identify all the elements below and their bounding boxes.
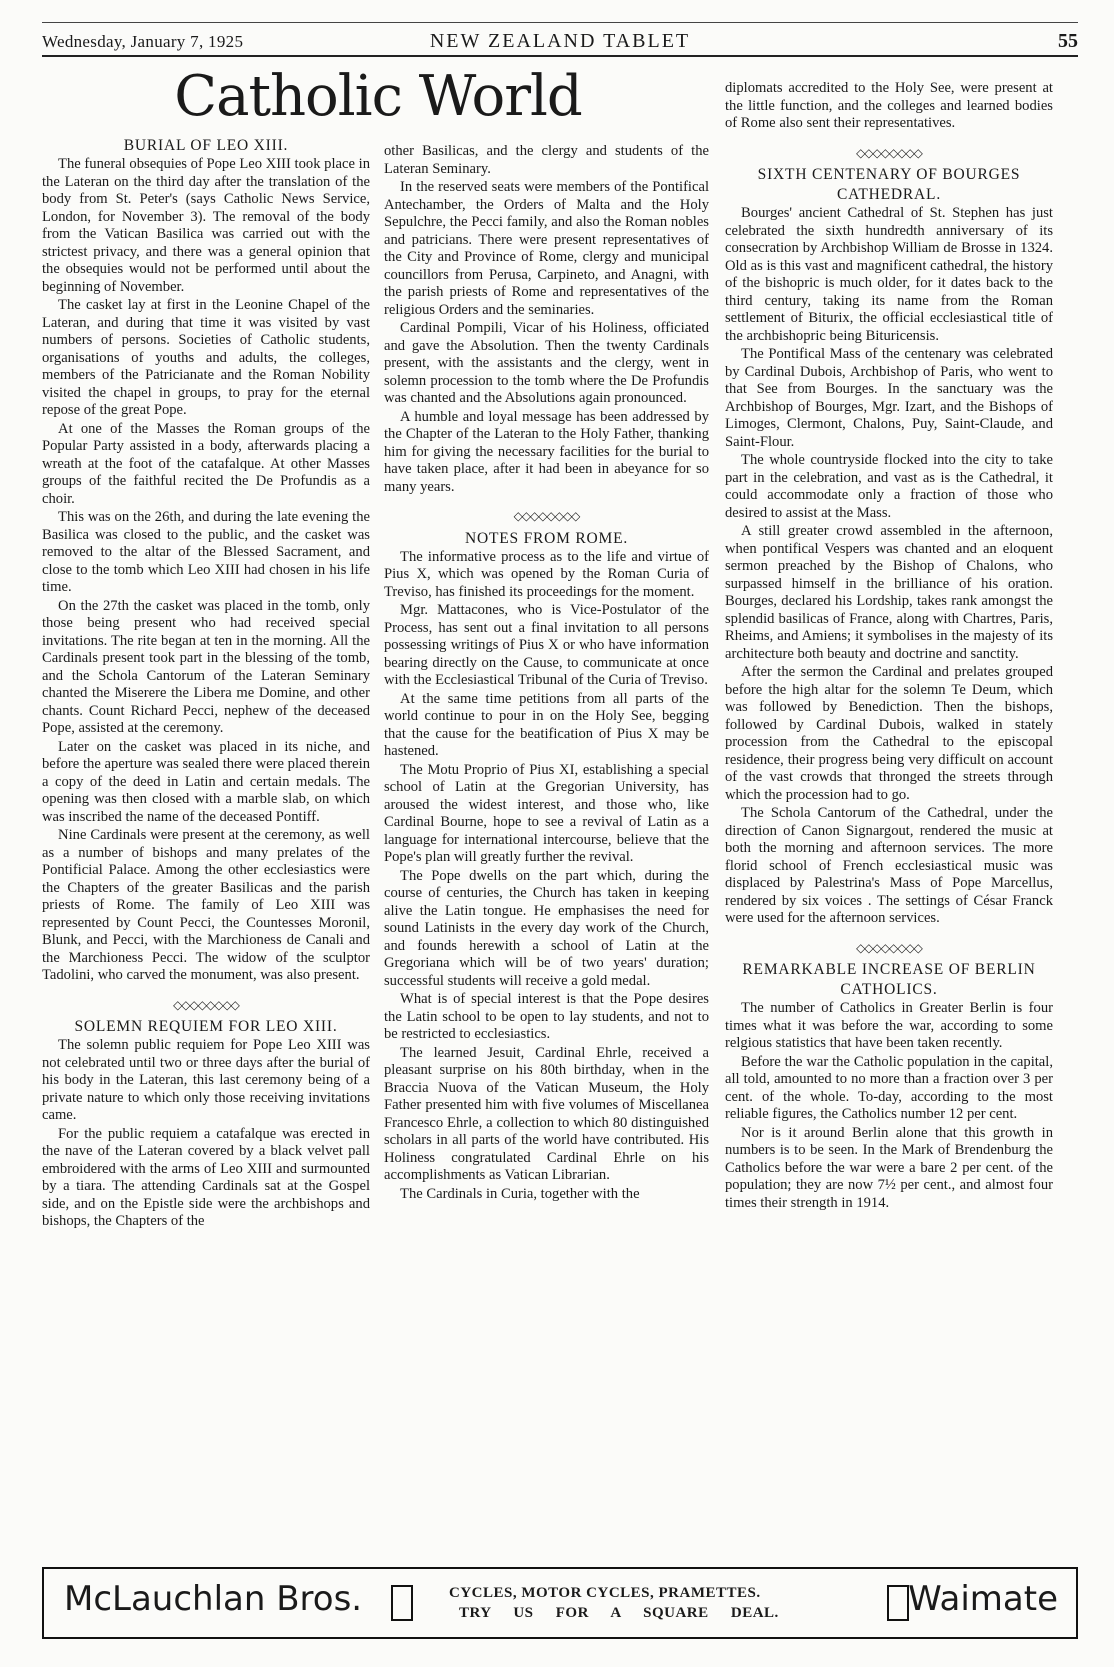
advertisement-box: [42, 1567, 1078, 1639]
paragraph: Before the war the Catholic population in the capital, all told, amounted to no more than a fraction over 3 per cent. of the whole. To-day, according to the most reliable figures, the Catholics number 12 per cent.: [725, 1053, 1053, 1122]
paragraph: The funeral obsequies of Pope Leo XIII took place in the Lateran on the third day after the translation of the body from St. Peter's (says Catholic News Service, London, for November 3). The removal of the body from the Vatican Basilica was carried out with the strictest privacy, and there was a general opinion that the obsequies would not be performed until about the beginning of November.: [42, 156, 370, 295]
paragraph: Nine Cardinals were present at the ceremony, as well as a number of bishops and many prelates of the Pontificial Palace. Among the other ecclesiastics were the Chapters of the greater Basilicas and the parish priests of Rome. The family of Leo XIII was represented by Count Pecci, the Countesses Moronil, Blunk, and Pecci, with the Marchioness de Canali and the Marchioness Pecci. The widow of the sculptor Tadolini, who carved the monument, was also present.: [42, 827, 370, 983]
header-date: Wednesday, January 7, 1925: [42, 32, 244, 51]
paragraph: The learned Jesuit, Cardinal Ehrle, received a pleasant surprise on his 80th birthday, when in the Braccia Nuova of the Vatican Museum, the Holy Father presented him with five volumes of Miscellanea Francesco Ehrle, a collection to which 80 distinguished scholars in all parts of the world have contributed. His Holiness congratulated Cardinal Ehrle on his accomplishments as Vatican Librarian.: [384, 1044, 709, 1183]
square-icon: [887, 1585, 909, 1621]
page-number: 55: [1058, 30, 1078, 52]
paragraph: A humble and loyal message has been addressed by the Chapter of the Lateran to the Holy Father, thanking him for giving the necessary facilities for the burial to have taken place, after it had been in abeyance for so many years.: [384, 408, 709, 495]
paragraph: The Cardinals in Curia, together with the: [400, 1185, 640, 1202]
paragraph: other Basilicas, and the clergy and students of the Lateran Seminary.: [384, 143, 709, 177]
paragraph: A still greater crowd assembled in the afternoon, when pontifical Vespers was chanted and an eloquent sermon preached by the Bishop of Chalons, who surpassed himself in the brilliance of his oration. Bourges, declared his Lordship, takes rank amongst the splendid basilicas of France, along with Chartres, Paris, Rheims, and Amiens; it symbolises in the majesty of its architecture both beauty and doctrine and sanctity.: [725, 523, 1053, 662]
page-header: [42, 30, 1078, 56]
paragraph: The whole countryside flocked into the city to take part in the celebration, and vast as is the Cathedral, it could accommodate only a fraction of those who desired to assist at the Mass.: [725, 452, 1053, 521]
paragraph: Nor is it around Berlin alone that this growth in numbers is to be seen. In the Mark of Brendenburg the Catholics before the war were a bare 2 per cent. of the population; they are now 7½ per cent., and almost four times their strength in 1914.: [725, 1124, 1053, 1211]
paragraph: The Pope dwells on the part which, during the course of centuries, the Church has taken in keeping alive the Latin tongue. He emphasises the need for sound Latinists in the every day work of the Church, and founds herewith a school of Latin at the Gregoriana which will be of two years' duration; successful students will receive a gold medal.: [384, 867, 709, 989]
advertiser-name: McLauchlan Bros.: [64, 1579, 363, 1619]
paragraph: The number of Catholics in Greater Berlin is four times what it was before the war, according to some relgious statistics that have been taken recently.: [725, 1000, 1053, 1051]
header-rule: [42, 55, 1078, 57]
paragraph: At one of the Masses the Roman groups of the Popular Party assisted in a body, afterwards placing a wreath at the foot of the catafalque. At other Masses groups of the faithful recited the De Profundis as a choir.: [42, 420, 370, 507]
column-1: [42, 135, 370, 1232]
paragraph: This was on the 26th, and during the late evening the Basilica was closed to the public, and the casket was removed to the altar of the Blessed Sacrament, and close to the tomb which Leo XIII had chosen in his life time.: [42, 509, 370, 595]
paragraph: The solemn public requiem for Pope Leo XIII was not celebrated until two or three days after the burial of his body in the Lateran, this last ceremony being of a private nature to which only those receiving invitations came.: [42, 1037, 370, 1123]
ornament-divider: ◇◇◇◇◇◇◇◇: [173, 997, 239, 1012]
paragraph: The Schola Cantorum of the Cathedral, under the direction of Canon Signargout, rendered the music at both the morning and afternoon services. The more florid school of French ecclesiastical music was displaced by Palestrina's Mass of Pope Marcellus, rendered by six voices . The settings of César Franck were used for the afternoon services.: [725, 805, 1053, 926]
headline-berlin-line-2: CATHOLICS.: [840, 981, 938, 998]
ornament-divider: ◇◇◇◇◇◇◇◇: [856, 145, 922, 160]
column-3: [725, 80, 1053, 1213]
advertisement-line-1: CYCLES, MOTOR CYCLES, PRAMETTES.: [449, 1585, 761, 1601]
paragraph: After the sermon the Cardinal and prelates grouped before the high altar for the solemn Te Deum, which was followed by Benediction. Then the bishops, followed by Cardinal Dubois, walked in stately procession from the Cathedral to the episcopal residence, their progress being very difficult on account of the vast crowds that thronged the streets through which the procession had to go.: [725, 664, 1053, 803]
advertiser-location: Waimate: [908, 1579, 1058, 1619]
paragraph: Bourges' ancient Cathedral of St. Stephen has just celebrated the sixth hundredth anniversary of its consecration by Archbishop William de Brosse in 1324. Old as is this vast and magnificent cathedral, the history of the bishopric is much older, for it dates back to the third century, taking its name from the Roman settlement of Biturix, the official ecclesiastical title of the archbishopric being Bituricensis.: [725, 205, 1053, 344]
advertisement-copy: [449, 1583, 819, 1623]
paragraph: On the 27th the casket was placed in the tomb, only those being present who had received special invitations. The rite began at ten in the morning. All the Cardinals present took part in the blessing of the tomb, and the Schola Cantorum of the Lateran Seminary chanted the Miserere the Libera me Domine, and other chants. Count Richard Pecci, nephew of the deceased Pope, assisted at the ceremony.: [42, 597, 370, 736]
square-icon: [391, 1585, 413, 1621]
paragraph: The informative process as to the life and virtue of Pius X, which was opened by the Roman Curia of Treviso, has finished its proceedings for the moment.: [384, 548, 709, 600]
headline-bourges-line-1: SIXTH CENTENARY OF BOURGES: [757, 166, 1021, 183]
header-publication: NEW ZEALAND TABLET: [429, 30, 691, 52]
headline-notes-from-rome: NOTES FROM ROME.: [464, 529, 629, 547]
headline-burial-leo: BURIAL OF LEO XIII.: [123, 137, 289, 154]
paragraph: Cardinal Pompili, Vicar of his Holiness, officiated and gave the Absolution. Then the twenty Cardinals present, with the assistants and the clergy, went in solemn procession to the tomb where the De Profundis was chanted and the Absolutions again pronounced.: [384, 320, 709, 406]
paragraph: In the reserved seats were members of the Pontifical Antechamber, the Orders of Malta and the Holy Sepulchre, the Pecci family, and also the Roman nobles and patricians. There were present representatives of the City and Province of Rome, clergy and municipal councillors from Perusa, Carpineto, and Anagni, with the parish priests of Rome and representatives of the religious Orders and the seminaries.: [384, 179, 709, 318]
paragraph: At the same time petitions from all parts of the world continue to pour in on the Holy See, begging that the cause for the beatification of Pius X may be hastened.: [384, 690, 709, 759]
headline-solemn-requiem: SOLEMN REQUIEM FOR LEO XIII.: [74, 1018, 338, 1035]
paragraph: The Motu Proprio of Pius XI, establishing a special school of Latin at the Gregorian University, has aroused the widest interest, and those who, like Cardinal Bourne, hope to see a revival of Latin as a language for international intercourse, believe that the Pope's plan will greatly further the revival.: [384, 761, 709, 865]
top-rule: [42, 22, 1078, 23]
section-masthead: Catholic World: [174, 64, 582, 129]
paragraph: What is of special interest is that the Pope desires the Latin school to be open to lay students, and not to be restricted to ecclesiastics.: [384, 991, 709, 1042]
paragraph: The casket lay at first in the Leonine Chapel of the Lateran, and during that time it was visited by vast numbers of persons. Societies of Catholic students, organisations of youths and adults, the colleges, members of the Patricianate and the Roman Nobility visited the chapel in groups, to pray for the eternal repose of the great Pope.: [42, 297, 370, 418]
paragraph: For the public requiem a catafalque was erected in the nave of the Lateran covered by a black velvet pall embroidered with the arms of Leo XIII and surmounted by a tiara. The attending Cardinals sat at the Gospel side, and on the Epistle side were the archbishops and bishops, the Chapters of the: [42, 1125, 370, 1229]
ornament-divider: ◇◇◇◇◇◇◇◇: [856, 940, 922, 955]
headline-berlin-line-1: REMARKABLE INCREASE OF BERLIN: [742, 961, 1036, 978]
column-2: [384, 143, 709, 1204]
headline-bourges-line-2: CATHEDRAL.: [836, 186, 941, 203]
ornament-divider: ◇◇◇◇◇◇◇◇: [513, 509, 580, 523]
paragraph: Mgr. Mattacones, who is Vice-Postulator of the Process, has sent out a final invitation to all persons possessing writings of Pius X or who have information bearing directly on the Cause, to communicate at once with the Ecclesiastical Tribunal of the Curia of Treviso.: [384, 602, 709, 688]
advertisement-line-2: TRY US FOR A SQUARE DEAL.: [459, 1605, 779, 1621]
paragraph: diplomats accredited to the Holy See, were present at the little function, and the colleges and learned bodies of Rome also sent their representatives.: [725, 80, 1053, 131]
paragraph: The Pontifical Mass of the centenary was celebrated by Cardinal Dubois, Archbishop of Paris, who went to that See from Bourges. In the sanctuary was the Archbishop of Bourges, Mgr. Izart, and the Bishops of Limoges, Clermont, Chalons, Puy, Saint-Claude, and Saint-Flour.: [725, 346, 1053, 450]
paragraph: Later on the casket was placed in its niche, and before the aperture was sealed there were placed therein a copy of the deed in Latin and certain medals. The opening was then closed with a marble slab, on which was inscribed the name of the deceased Pontiff.: [42, 738, 370, 825]
